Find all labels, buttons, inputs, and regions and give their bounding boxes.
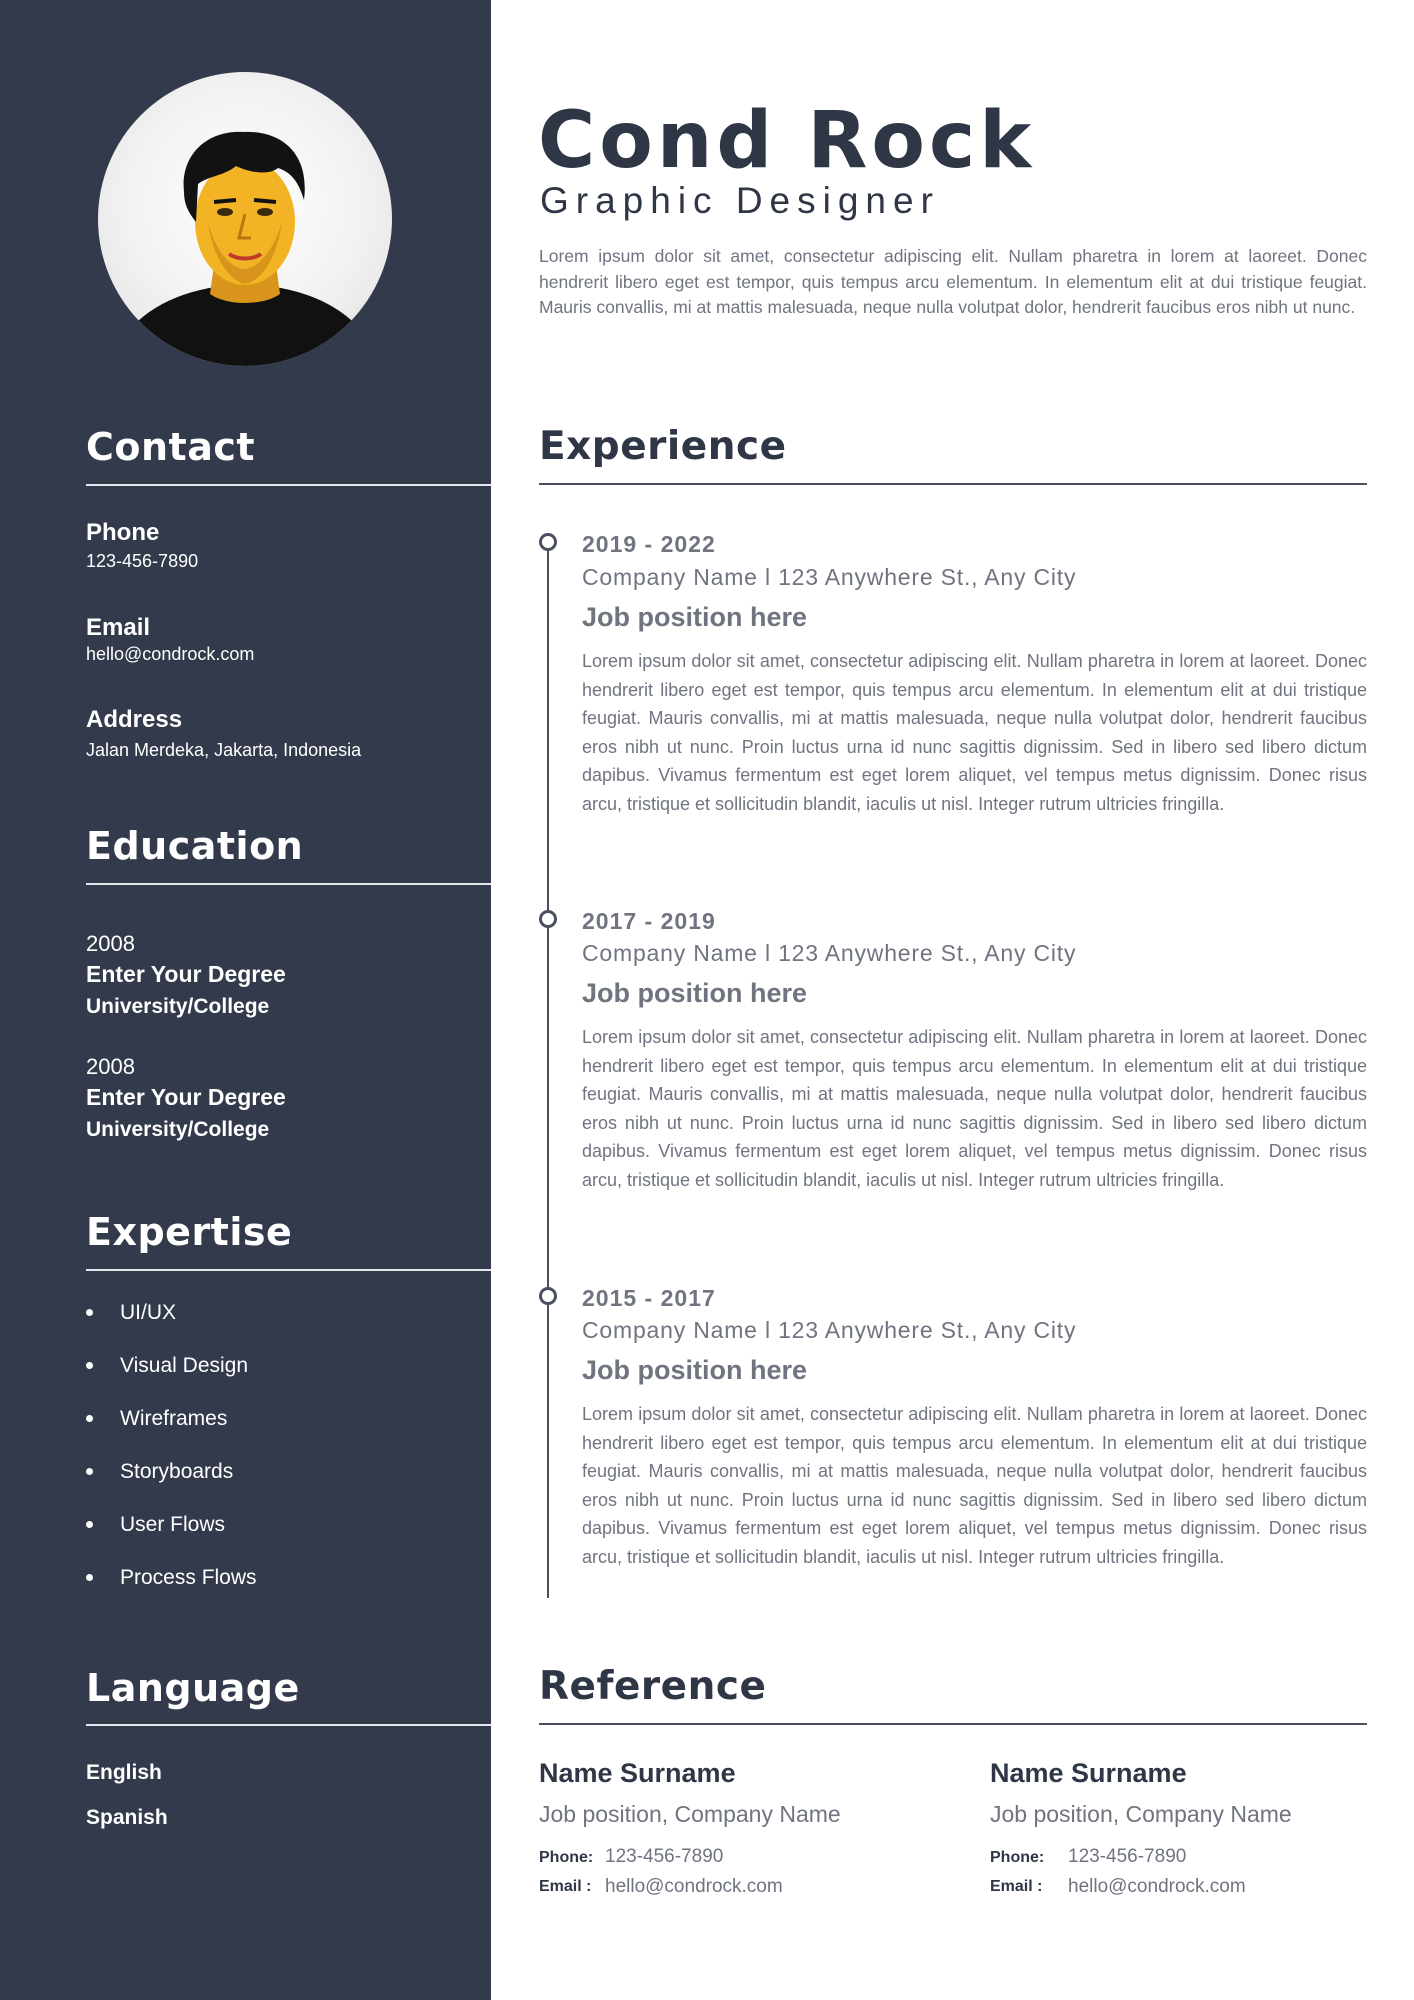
expertise-item bbox=[86, 1300, 257, 1353]
education-divider bbox=[86, 883, 491, 885]
experience-company: Company Name l 123 Anywhere St., Any City bbox=[582, 564, 1077, 590]
phone-label: Phone bbox=[86, 519, 160, 546]
reference-email: hello@condrock.com bbox=[605, 1876, 783, 1897]
bullet-dot-icon bbox=[86, 1415, 93, 1422]
experience-years: 2017 - 2019 bbox=[582, 908, 716, 934]
candidate-title: Graphic Designer bbox=[540, 180, 940, 221]
expertise-item bbox=[86, 1565, 257, 1618]
address-label: Address bbox=[86, 706, 183, 733]
timeline-circle-icon bbox=[539, 533, 557, 551]
expertise-item-label: Process Flows bbox=[120, 1566, 257, 1589]
contact-divider bbox=[86, 484, 491, 486]
experience-heading: Experience bbox=[539, 424, 787, 469]
email-label: Email bbox=[86, 614, 151, 641]
education-degree: Enter Your Degree bbox=[86, 961, 286, 987]
experience-position: Job position here bbox=[582, 602, 808, 632]
expertise-item-label: Storyboards bbox=[120, 1460, 234, 1483]
bullet-dot-icon bbox=[86, 1521, 93, 1528]
profile-summary: Lorem ipsum dolor sit amet, consectetur adipiscing elit. Nullam pharetra in lorem at laoreet. Donec hendrerit libero eget est tempor, quis tempus arcu elementum. In elementum elit at dui tristique feugiat. Mauris convallis, mi at mattis malesuada, neque nulla volutpat dolor, hendrerit faucibus eros nibh ut nunc. bbox=[539, 246, 1367, 317]
reference-phone: 123-456-7890 bbox=[605, 1846, 724, 1867]
timeline-circle-icon bbox=[539, 1287, 557, 1305]
expertise-item-label: UI/UX bbox=[120, 1301, 177, 1324]
education-school: University/College bbox=[86, 1118, 270, 1141]
experience-years: 2015 - 2017 bbox=[582, 1285, 716, 1311]
expertise-divider bbox=[86, 1269, 491, 1271]
language-item: English bbox=[86, 1761, 162, 1784]
profile-photo bbox=[98, 72, 392, 366]
reference-email-label: Email : bbox=[539, 1878, 592, 1895]
education-heading: Education bbox=[86, 824, 304, 868]
timeline-circle-icon bbox=[539, 910, 557, 928]
expertise-item-label: Visual Design bbox=[120, 1354, 249, 1377]
profile-portrait-icon bbox=[98, 72, 392, 366]
reference-phone: 123-456-7890 bbox=[1068, 1846, 1187, 1867]
education-year: 2008 bbox=[86, 1054, 135, 1079]
bullet-dot-icon bbox=[86, 1362, 93, 1369]
language-divider bbox=[86, 1724, 491, 1726]
reference-position: Job position, Company Name bbox=[539, 1801, 841, 1827]
education-school: University/College bbox=[86, 995, 270, 1018]
experience-position: Job position here bbox=[582, 978, 808, 1008]
reference-phone-label: Phone: bbox=[539, 1849, 594, 1866]
experience-company: Company Name l 123 Anywhere St., Any City bbox=[582, 1317, 1077, 1343]
experience-years: 2019 - 2022 bbox=[582, 531, 716, 557]
reference-name: Name Surname bbox=[990, 1758, 1187, 1788]
expertise-list bbox=[86, 1300, 257, 1618]
bullet-dot-icon bbox=[86, 1468, 93, 1475]
expertise-item bbox=[86, 1512, 257, 1565]
reference-name: Name Surname bbox=[539, 1758, 736, 1788]
experience-company: Company Name l 123 Anywhere St., Any City bbox=[582, 940, 1077, 966]
language-item: Spanish bbox=[86, 1806, 168, 1829]
bullet-dot-icon bbox=[86, 1309, 93, 1316]
expertise-item bbox=[86, 1406, 257, 1459]
contact-heading: Contact bbox=[86, 425, 256, 469]
phone-value: 123-456-7890 bbox=[86, 551, 199, 571]
expertise-item bbox=[86, 1459, 257, 1512]
reference-divider bbox=[539, 1723, 1367, 1725]
expertise-item bbox=[86, 1353, 257, 1406]
reference-email-label: Email : bbox=[990, 1878, 1043, 1895]
reference-email: hello@condrock.com bbox=[1068, 1876, 1246, 1897]
address-value: Jalan Merdeka, Jakarta, Indonesia bbox=[86, 740, 362, 760]
education-year: 2008 bbox=[86, 931, 135, 956]
experience-position: Job position here bbox=[582, 1355, 808, 1385]
candidate-name: Cond Rock bbox=[538, 96, 1036, 186]
language-heading: Language bbox=[86, 1666, 300, 1710]
experience-divider bbox=[539, 483, 1367, 485]
expertise-heading: Expertise bbox=[86, 1210, 293, 1254]
expertise-item-label: User Flows bbox=[120, 1513, 226, 1536]
email-value: hello@condrock.com bbox=[86, 644, 255, 664]
experience-description: Lorem ipsum dolor sit amet, consectetur adipiscing elit. Nullam pharetra in lorem at laoreet. Donec hendrerit libero eget est tempor, quis tempus arcu elementum. In elementum elit at dui tristique feugiat. Mauris convallis, mi at mattis malesuada, neque nulla volutpat dolor, hendrerit faucibus eros nibh ut nunc. Proin luctus urna id nunc sagittis dignissim. Sed in libero sed libero dictum dapibus. Vivamus fermentum est eget lorem aliquet, vel tempus metus dignissim. Donec risus arcu, tristique et sollicitudin blandit, iaculis ut nisl. Integer rutrum ultricies fringilla. bbox=[582, 651, 1367, 814]
reference-phone-label: Phone: bbox=[990, 1849, 1045, 1866]
expertise-item-label: Wireframes bbox=[120, 1407, 228, 1430]
experience-description: Lorem ipsum dolor sit amet, consectetur adipiscing elit. Nullam pharetra in lorem at laoreet. Donec hendrerit libero eget est tempor, quis tempus arcu elementum. In elementum elit at dui tristique feugiat. Mauris convallis, mi at mattis malesuada, neque nulla volutpat dolor, hendrerit faucibus eros nibh ut nunc. Proin luctus urna id nunc sagittis dignissim. Sed in libero sed libero dictum dapibus. Vivamus fermentum est eget lorem aliquet, vel tempus metus dignissim. Donec risus arcu, tristique et sollicitudin blandit, iaculis ut nisl. Integer rutrum ultricies fringilla. bbox=[582, 1404, 1367, 1567]
reference-position: Job position, Company Name bbox=[990, 1801, 1292, 1827]
bullet-dot-icon bbox=[86, 1574, 93, 1581]
experience-timeline bbox=[547, 548, 549, 1598]
experience-description: Lorem ipsum dolor sit amet, consectetur adipiscing elit. Nullam pharetra in lorem at laoreet. Donec hendrerit libero eget est tempor, quis tempus arcu elementum. In elementum elit at dui tristique feugiat. Mauris convallis, mi at mattis malesuada, neque nulla volutpat dolor, hendrerit faucibus eros nibh ut nunc. Proin luctus urna id nunc sagittis dignissim. Sed in libero sed libero dictum dapibus. Vivamus fermentum est eget lorem aliquet, vel tempus metus dignissim. Donec risus arcu, tristique et sollicitudin blandit, iaculis ut nisl. Integer rutrum ultricies fringilla. bbox=[582, 1027, 1367, 1190]
education-degree: Enter Your Degree bbox=[86, 1084, 286, 1110]
sidebar bbox=[0, 0, 491, 2000]
reference-heading: Reference bbox=[539, 1664, 767, 1709]
